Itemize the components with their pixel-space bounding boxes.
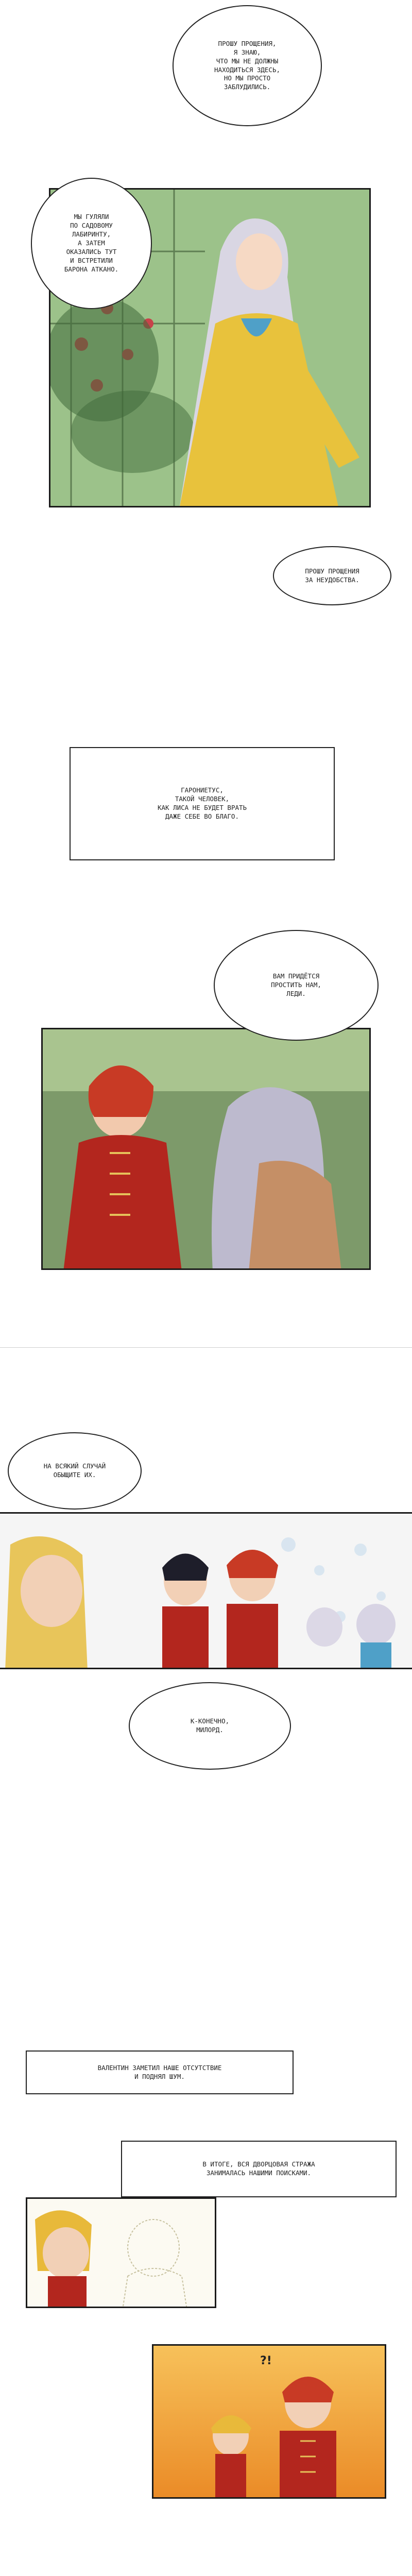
group-illustration xyxy=(0,1514,412,1669)
confrontation-illustration xyxy=(43,1029,371,1270)
narration-box: В ИТОГЕ, ВСЯ ДВОРЦОВАЯ СТРАЖА ЗАНИМАЛАСЬ НАШИМИ ПОИСКАМИ. xyxy=(121,2141,397,2197)
reunion-illustration xyxy=(153,2346,386,2499)
sfx-question: ?! xyxy=(260,2354,272,2367)
narration-box: ВАЛЕНТИН ЗАМЕТИЛ НАШЕ ОТСУТСТВИЕ И ПОДНЯЛ ШУМ. xyxy=(26,2050,294,2094)
speech-bubble: ВАМ ПРИДЁТСЯ ПРОСТИТЬ НАМ, ЛЕДИ. xyxy=(214,930,379,1041)
panel-reunion xyxy=(152,2344,386,2499)
speech-bubble: НА ВСЯКИЙ СЛУЧАЙ ОБЫЩИТЕ ИХ. xyxy=(8,1432,142,1510)
speech-bubble: ПРОШУ ПРОЩЕНИЯ ЗА НЕУДОБСТВА. xyxy=(273,546,391,605)
search-illustration xyxy=(27,2199,216,2308)
page-divider xyxy=(0,1347,412,1348)
panel-search xyxy=(26,2197,216,2308)
speech-bubble: К-КОНЕЧНО, МИЛОРД. xyxy=(129,1682,291,1770)
panel-group xyxy=(0,1512,412,1669)
panel-confrontation xyxy=(41,1028,371,1270)
speech-bubble: ПРОШУ ПРОЩЕНИЯ, Я ЗНАЮ, ЧТО МЫ НЕ ДОЛЖНЫ НАХОДИТЬСЯ ЗДЕСЬ, НО МЫ ПРОСТО ЗАБЛУДИЛИСЬ. xyxy=(173,5,322,126)
narration-box: ГАРОНИЕТУС, ТАКОЙ ЧЕЛОВЕК, КАК ЛИСА НЕ БУДЕТ ВРАТЬ ДАЖЕ СЕБЕ ВО БЛАГО. xyxy=(70,747,335,860)
speech-bubble: МЫ ГУЛЯЛИ ПО САДОВОМУ ЛАБИРИНТУ, А ЗАТЕМ ОКАЗАЛИСЬ ТУТ И ВСТРЕТИЛИ БАРОНА АТКАНО. xyxy=(31,178,152,309)
